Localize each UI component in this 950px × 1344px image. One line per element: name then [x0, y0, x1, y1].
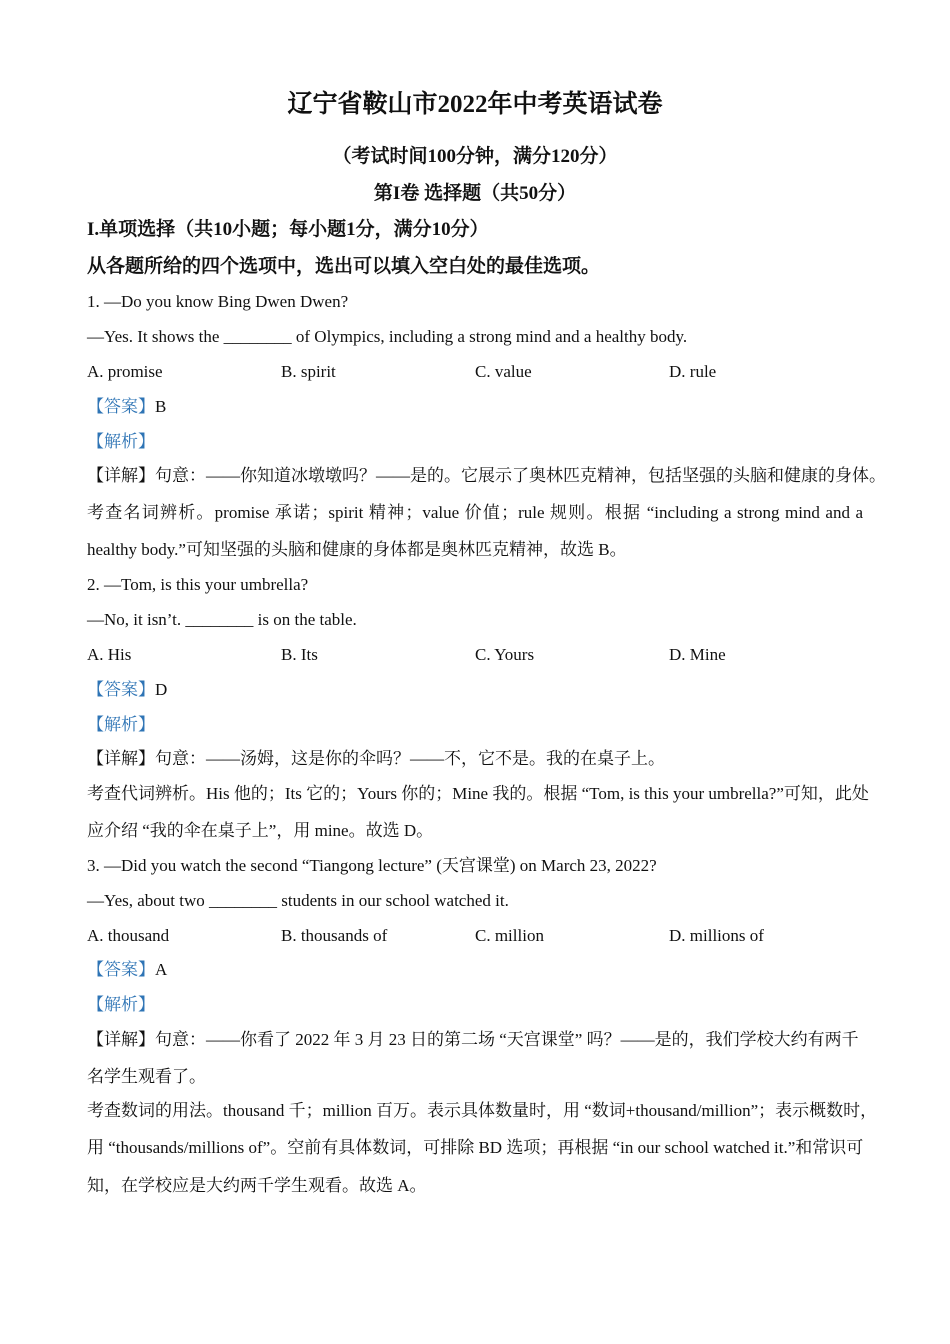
answer-tag: 【答案】	[87, 397, 155, 416]
section-heading: 第I卷 选择题（共50分）	[373, 183, 577, 204]
answer-value: B	[155, 397, 167, 416]
question-1-option-b: B. spirit	[281, 362, 336, 381]
question-1-detail-1: 【详解】句意：——你知道冰墩墩吗？——是的。它展示了奥林匹克精神，包括坚强的头脑和健康的身体。	[87, 466, 886, 485]
question-3-option-c: C. million	[475, 926, 544, 945]
question-1-option-d: D. rule	[669, 362, 717, 381]
question-2-detail-2: 考查代词辨析。His 他的；Its 它的；Yours 你的；Mine 我的。根据 “Tom, is this your umbrella?”可知，此处	[87, 784, 869, 803]
question-1-answer	[87, 396, 166, 418]
question-1-detail-2: 考查名词辨析。promise 承诺；spirit 精神；value 价值；rule 规则。根据 “including a strong mind and a	[87, 503, 863, 522]
question-2-option-a: A. His	[87, 645, 132, 664]
question-1-detail-3: healthy body.”可知坚强的头脑和健康的身体都是奥林匹克精神，故选 B。	[87, 540, 627, 559]
question-3-detail-5: 知，在学校应是大约两千学生观看。故选 A。	[87, 1176, 427, 1195]
question-2-detail-1: 【详解】句意：——汤姆，这是你的伞吗？——不，它不是。我的在桌子上。	[87, 749, 665, 768]
part-heading: I.单项选择（共10小题；每小题1分，满分10分）	[87, 219, 489, 240]
question-3-analysis-tag: 【解析】	[87, 995, 155, 1014]
question-2-detail-3: 应介绍 “我的伞在桌子上”，用 mine。故选 D。	[87, 821, 434, 840]
question-3-answer	[87, 959, 167, 981]
question-3-detail-1: 【详解】句意：——你看了 2022 年 3 月 23 日的第二场 “天宫课堂” 吗？——是的，我们学校大约有两千	[87, 1030, 859, 1049]
question-3-detail-3: 考查数词的用法。thousand 千；million 百万。表示具体数量时，用 “数词+thousand/million”；表示概数时，	[87, 1101, 878, 1120]
question-1-line-2: —Yes. It shows the ________ of Olympics, including a strong mind and a healthy body.	[87, 327, 688, 346]
answer-tag: 【答案】	[87, 960, 155, 979]
question-3-option-b: B. thousands of	[281, 926, 388, 945]
question-2-line-2: —No, it isn’t. ________ is on the table.	[87, 610, 357, 629]
question-2-analysis-tag: 【解析】	[87, 715, 155, 734]
question-2-line-1: 2. —Tom, is this your umbrella?	[87, 575, 309, 594]
exam-info: （考试时间100分钟，满分120分）	[332, 146, 618, 167]
question-2-option-d: D. Mine	[669, 645, 726, 664]
answer-tag: 【答案】	[87, 680, 155, 699]
question-2-answer	[87, 679, 167, 701]
question-3-line-2: —Yes, about two ________ students in our school watched it.	[87, 891, 509, 910]
answer-value: D	[155, 680, 168, 699]
document-title: 辽宁省鞍山市2022年中考英语试卷	[287, 91, 663, 118]
question-3-option-a: A. thousand	[87, 926, 170, 945]
question-3-option-d: D. millions of	[669, 926, 764, 945]
question-1-line-1: 1. —Do you know Bing Dwen Dwen?	[87, 292, 349, 311]
question-1-analysis-tag: 【解析】	[87, 432, 155, 451]
question-1-option-a: A. promise	[87, 362, 163, 381]
question-3-detail-2: 名学生观看了。	[87, 1067, 206, 1086]
question-3-detail-4: 用 “thousands/millions of”。空前有具体数词，可排除 BD 选项；再根据 “in our school watched it.”和常识可	[87, 1138, 864, 1157]
question-2-option-c: C. Yours	[475, 645, 535, 664]
answer-value: A	[155, 960, 168, 979]
question-1-option-c: C. value	[475, 362, 532, 381]
question-3-line-1: 3. —Did you watch the second “Tiangong lecture” (天宫课堂) on March 23, 2022?	[87, 856, 657, 875]
instruction: 从各题所给的四个选项中，选出可以填入空白处的最佳选项。	[87, 256, 601, 277]
question-2-option-b: B. Its	[281, 645, 318, 664]
